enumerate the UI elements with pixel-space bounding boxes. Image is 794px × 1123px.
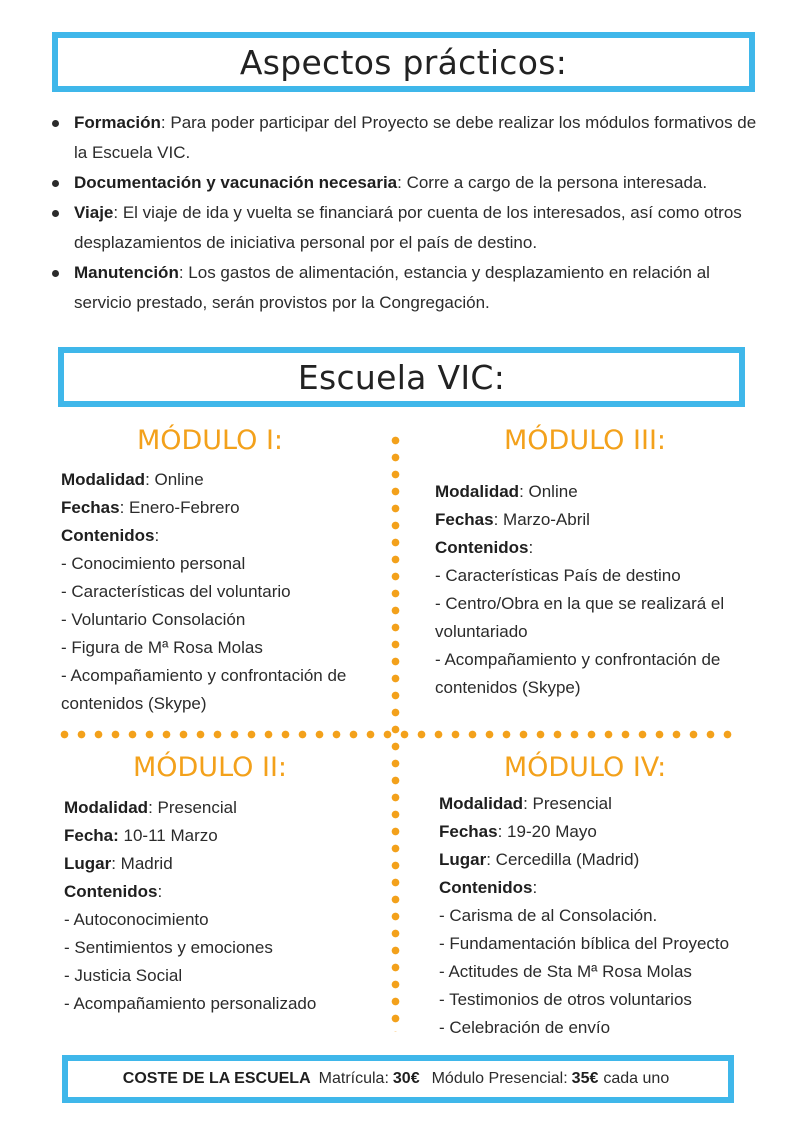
school-title: Escuela VIC: <box>297 357 506 397</box>
module-1-title: MÓDULO I: <box>136 425 284 456</box>
module-lugar: Lugar: Madrid <box>64 854 173 873</box>
list-item: Manutención: Los gastos de alimentación, estancia y desplazamiento en relación al servicio prestado, serán provistos por la Congregación. <box>50 258 760 318</box>
practical-title-box <box>52 32 755 92</box>
school-title-box <box>58 347 745 407</box>
list-item: - Actitudes de Sta Mª Rosa Molas <box>439 962 692 981</box>
horizontal-dotted-divider <box>56 730 740 739</box>
list-item: - Acompañamiento y confrontación de contenidos (Skype) <box>61 666 347 713</box>
list-item: - Justicia Social <box>64 966 183 985</box>
module-modalidad: Modalidad: Presencial <box>64 798 237 817</box>
list-item: - Carisma de al Consolación. <box>439 906 658 925</box>
module-fechas: Fechas: Enero-Febrero <box>61 498 240 517</box>
modulo-value: 35€ <box>571 1070 599 1087</box>
module-4-title: MÓDULO IV: <box>503 752 667 783</box>
list-item: Documentación y vacunación necesaria: Corre a cargo de la persona interesada. <box>50 168 760 198</box>
module-fechas: Fechas: Marzo-Abril <box>435 510 590 529</box>
list-item: Formación: Para poder participar del Proyecto se debe realizar los módulos formativos de la Escuela VIC. <box>50 108 760 168</box>
module-fechas: Fecha: 10-11 Marzo <box>64 826 218 845</box>
module-lugar: Lugar: Cercedilla (Madrid) <box>439 850 640 869</box>
list-item: - Fundamentación bíblica del Proyecto <box>439 934 730 953</box>
module-fechas: Fechas: 19-20 Mayo <box>439 822 597 841</box>
list-item: Viaje: El viaje de ida y vuelta se financiará por cuenta de los interesados, así como otros desplazamientos de iniciativa personal por el país de destino. <box>50 198 760 258</box>
module-modalidad: Modalidad: Presencial <box>439 794 612 813</box>
list-item: - Figura de Mª Rosa Molas <box>61 638 263 657</box>
matricula-label: Matrícula: <box>318 1070 389 1087</box>
list-item: - Características del voluntario <box>61 582 291 601</box>
module-modalidad: Modalidad: Online <box>435 482 578 501</box>
module-2-title: MÓDULO II: <box>132 752 288 783</box>
module-modalidad: Modalidad: Online <box>61 470 204 489</box>
module-3-body <box>435 478 755 702</box>
modulo-label: Módulo Presencial: <box>431 1070 568 1087</box>
list-item: - Acompañamiento personalizado <box>64 994 317 1013</box>
list-item: - Conocimiento personal <box>61 554 246 573</box>
module-4-body <box>439 790 759 1042</box>
list-item: - Voluntario Consolación <box>61 610 246 629</box>
module-1-body <box>61 466 381 718</box>
matricula-value: 30€ <box>392 1070 420 1087</box>
cost-label: COSTE DE LA ESCUELA <box>122 1070 311 1087</box>
list-item: - Acompañamiento y confrontación de contenidos (Skype) <box>435 650 721 697</box>
list-item: - Características País de destino <box>435 566 681 585</box>
cost-suffix: cada uno <box>603 1070 670 1087</box>
module-3-title: MÓDULO III: <box>504 425 666 456</box>
cost-box <box>62 1055 734 1103</box>
module-contenidos: Contenidos: <box>64 882 163 901</box>
list-item: - Centro/Obra en la que se realizará el voluntariado <box>435 594 725 641</box>
module-contenidos: Contenidos: <box>435 538 534 557</box>
list-item: - Sentimientos y emociones <box>64 938 273 957</box>
module-2-body <box>64 794 384 1018</box>
practical-list <box>50 108 760 318</box>
practical-title: Aspectos prácticos: <box>239 42 568 82</box>
module-contenidos: Contenidos: <box>61 526 160 545</box>
list-item: - Testimonios de otros voluntarios <box>439 990 692 1009</box>
list-item: - Celebración de envío <box>439 1018 611 1037</box>
module-contenidos: Contenidos: <box>439 878 538 897</box>
list-item: - Autoconocimiento <box>64 910 209 929</box>
